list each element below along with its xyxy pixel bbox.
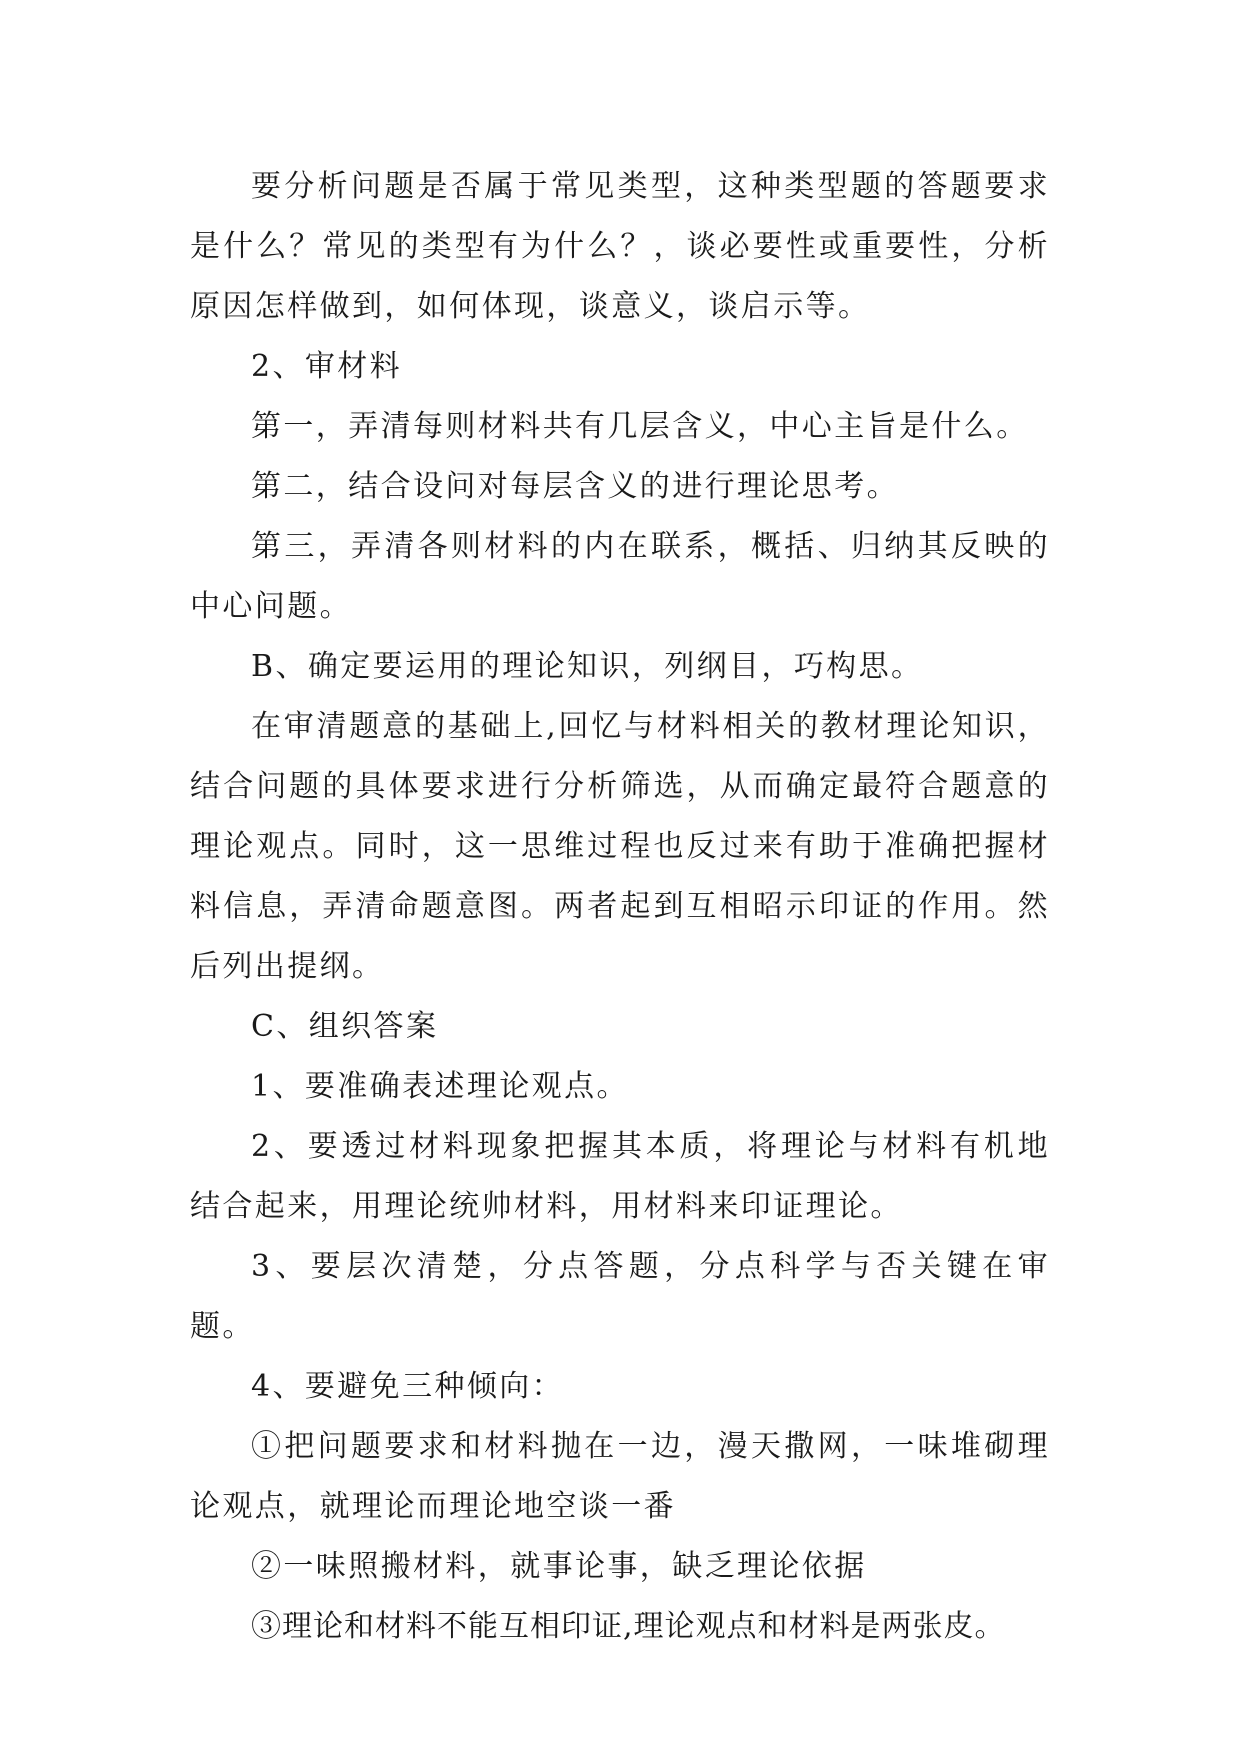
list-item-2: 2、要透过材料现象把握其本质，将理论与材料有机地结合起来，用理论统帅材料，用材料来印证理论。 bbox=[190, 1129, 1050, 1224]
heading-section-c: C、组织答案 bbox=[251, 1009, 439, 1044]
list-item-3: 3、要层次清楚，分点答题，分点科学与否关键在审题。 bbox=[190, 1249, 1050, 1344]
list-item-1: 1、要准确表述理论观点。 bbox=[251, 1069, 629, 1104]
paragraph-step-three: 第三，弄清各则材料的内在联系，概括、归纳其反映的中心问题。 bbox=[190, 529, 1050, 624]
paragraph-question-types: 要分析问题是否属于常见类型，这种类型题的答题要求是什么？常见的类型有为什么？，谈必要性或重要性，分析原因怎样做到，如何体现，谈意义，谈启示等。 bbox=[190, 169, 1050, 324]
tendency-item-2: ②一味照搬材料，就事论事，缺乏理论依据 bbox=[251, 1549, 867, 1584]
paragraph-step-two: 第二，结合设问对每层含义的进行理论思考。 bbox=[251, 469, 899, 504]
paragraph-step-one: 第一，弄清每则材料共有几层含义，中心主旨是什么。 bbox=[251, 409, 1029, 444]
tendency-item-1: ①把问题要求和材料抛在一边，漫天撒网，一味堆砌理论观点，就理论而理论地空谈一番 bbox=[190, 1429, 1050, 1524]
paragraph-section-b-body: 在审清题意的基础上,回忆与材料相关的教材理论知识，结合问题的具体要求进行分析筛选，从而确定最符合题意的理论观点。同时，这一思维过程也反过来有助于准确把握材料信息，弄清命题意图。两者起到互相昭示印证的作用。然后列出提纲。 bbox=[190, 709, 1050, 984]
tendency-item-3: ③理论和材料不能互相印证,理论观点和材料是两张皮。 bbox=[251, 1609, 1006, 1644]
list-item-4: 4、要避免三种倾向： bbox=[251, 1369, 565, 1404]
document-body bbox=[190, 157, 1050, 1657]
heading-review-materials: 2、审材料 bbox=[251, 349, 403, 384]
heading-section-b: B、确定要运用的理论知识，列纲目，巧构思。 bbox=[251, 649, 924, 684]
